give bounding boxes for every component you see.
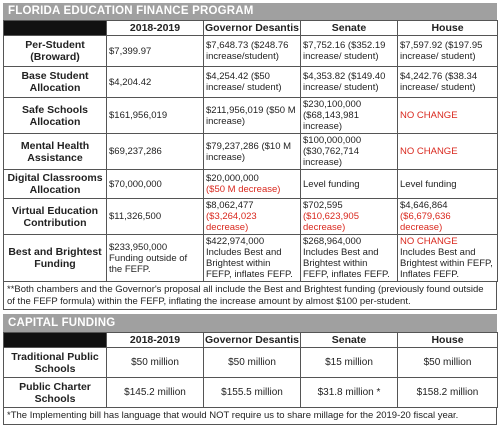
row-best-and-brightest [4, 235, 498, 282]
header-governor: Governor Desantis [205, 334, 299, 346]
cell-amount: $4,646,864 [400, 200, 448, 211]
cell-governor: $155.5 million [204, 378, 301, 408]
cell-senate: $7,752.16 ($352.19 increase/ student) [301, 36, 398, 67]
row-mental-health [4, 134, 498, 170]
row-label: Base Student Allocation [4, 67, 107, 98]
header-governor: Governor Desantis [205, 22, 299, 34]
row-digital-classrooms [4, 170, 498, 199]
row-label: Per-Student (Broward) [4, 36, 107, 67]
cell-2018: $233,950,000 Funding outside of the FEFP. [107, 235, 204, 282]
cell-house: $158.2 million [398, 378, 498, 408]
finance-summary [3, 3, 497, 425]
cell-amount: $20,000,000 [206, 173, 259, 184]
cell-2018: $50 million [107, 348, 204, 378]
header-house: House [398, 333, 498, 348]
cell-governor: $7,648.73 ($248.76 increase/student) [204, 36, 301, 67]
header-corner [4, 333, 107, 348]
header-senate: Senate [301, 21, 398, 36]
row-label: Virtual Education Contribution [4, 199, 107, 235]
cell-governor: $211,956,019 ($50 M increase) [204, 98, 301, 134]
header-senate: Senate [301, 333, 398, 348]
header-corner [4, 21, 107, 36]
cell-senate: $100,000,000 ($30,762,714 increase) [301, 134, 398, 170]
cell-2018: $11,326,500 [107, 199, 204, 235]
cell-house: $4,242.76 ($38.34 increase/ student) [398, 67, 498, 98]
cell-change: ($10,623,905 decrease) [303, 211, 359, 233]
row-label: Mental Health Assistance [4, 134, 107, 170]
cell-senate: $4,353.82 ($149.40 increase/ student) [301, 67, 398, 98]
cell-house-no-change: NO CHANGE [398, 134, 498, 170]
fefp-footnote: **Both chambers and the Governor's proposal all include the Best and Brightest funding (previously found outside of the FEFP formula) within the FEFP, inflating the increase amount by almost $100 per-student. [3, 282, 497, 310]
cell-2018: $70,000,000 [107, 170, 204, 199]
header-2018-2019: 2018-2019 [107, 333, 204, 348]
cell-governor [204, 170, 301, 199]
cell-senate [301, 199, 398, 235]
cell-senate: $15 million [301, 348, 398, 378]
cell-change: ($50 M decrease) [206, 184, 281, 195]
capital-footnote: *The Implementing bill has language that would NOT require us to share millage for the 2019-20 fiscal year. [3, 408, 497, 425]
fefp-title: FLORIDA EDUCATION FINANCE PROGRAM [3, 3, 497, 20]
row-per-student [4, 36, 498, 67]
cell-house: $7,597.92 ($197.95 increase/ student) [398, 36, 498, 67]
cell-2018: $161,956,019 [107, 98, 204, 134]
capital-table [3, 332, 498, 408]
capital-title: CAPITAL FUNDING [3, 314, 497, 332]
cell-senate: $31.8 million * [301, 378, 398, 408]
fefp-table [3, 20, 498, 282]
cell-governor: $4,254.42 ($50 increase/ student) [204, 67, 301, 98]
cell-no-change: NO CHANGE [400, 236, 458, 247]
cell-amount: $702,595 [303, 200, 343, 211]
row-virtual-education [4, 199, 498, 235]
row-label: Traditional Public Schools [4, 348, 107, 378]
row-label: Best and Brightest Funding [4, 235, 107, 282]
cell-2018: $4,204.42 [107, 67, 204, 98]
cell-change: ($3,264,023 decrease) [206, 211, 257, 233]
cell-senate: $268,964,000 Includes Best and Brightest within FEFP, inflates FEFP. [301, 235, 398, 282]
capital-header-row [4, 333, 498, 348]
row-safe-schools [4, 98, 498, 134]
cell-house [398, 199, 498, 235]
cell-house: Level funding [398, 170, 498, 199]
header-2018-2019: 2018-2019 [107, 21, 204, 36]
cell-2018: $145.2 million [107, 378, 204, 408]
cell-2018: $69,237,286 [107, 134, 204, 170]
row-traditional-schools [4, 348, 498, 378]
cell-governor: $50 million [204, 348, 301, 378]
cell-house-no-change: NO CHANGE [398, 98, 498, 134]
fefp-header-row [4, 21, 498, 36]
cell-change: ($6,679,636 decrease) [400, 211, 451, 233]
cell-amount: $8,062,477 [206, 200, 254, 211]
row-label: Digital Classrooms Allocation [4, 170, 107, 199]
cell-senate: $230,100,000 ($68,143,981 increase) [301, 98, 398, 134]
cell-house: $50 million [398, 348, 498, 378]
cell-governor [204, 199, 301, 235]
cell-2018: $7,399.97 [107, 36, 204, 67]
cell-governor: $79,237,286 ($10 M increase) [204, 134, 301, 170]
row-label: Safe Schools Allocation [4, 98, 107, 134]
cell-senate: Level funding [301, 170, 398, 199]
cell-detail: Includes Best and Brightest within FEFP, Inflates FEFP. [400, 247, 493, 280]
row-label: Public Charter Schools [4, 378, 107, 408]
row-charter-schools [4, 378, 498, 408]
cell-governor: $422,974,000 Includes Best and Brightest within FEFP, inflates FEFP. [204, 235, 301, 282]
cell-house [398, 235, 498, 282]
row-base-student [4, 67, 498, 98]
header-house: House [398, 21, 498, 36]
